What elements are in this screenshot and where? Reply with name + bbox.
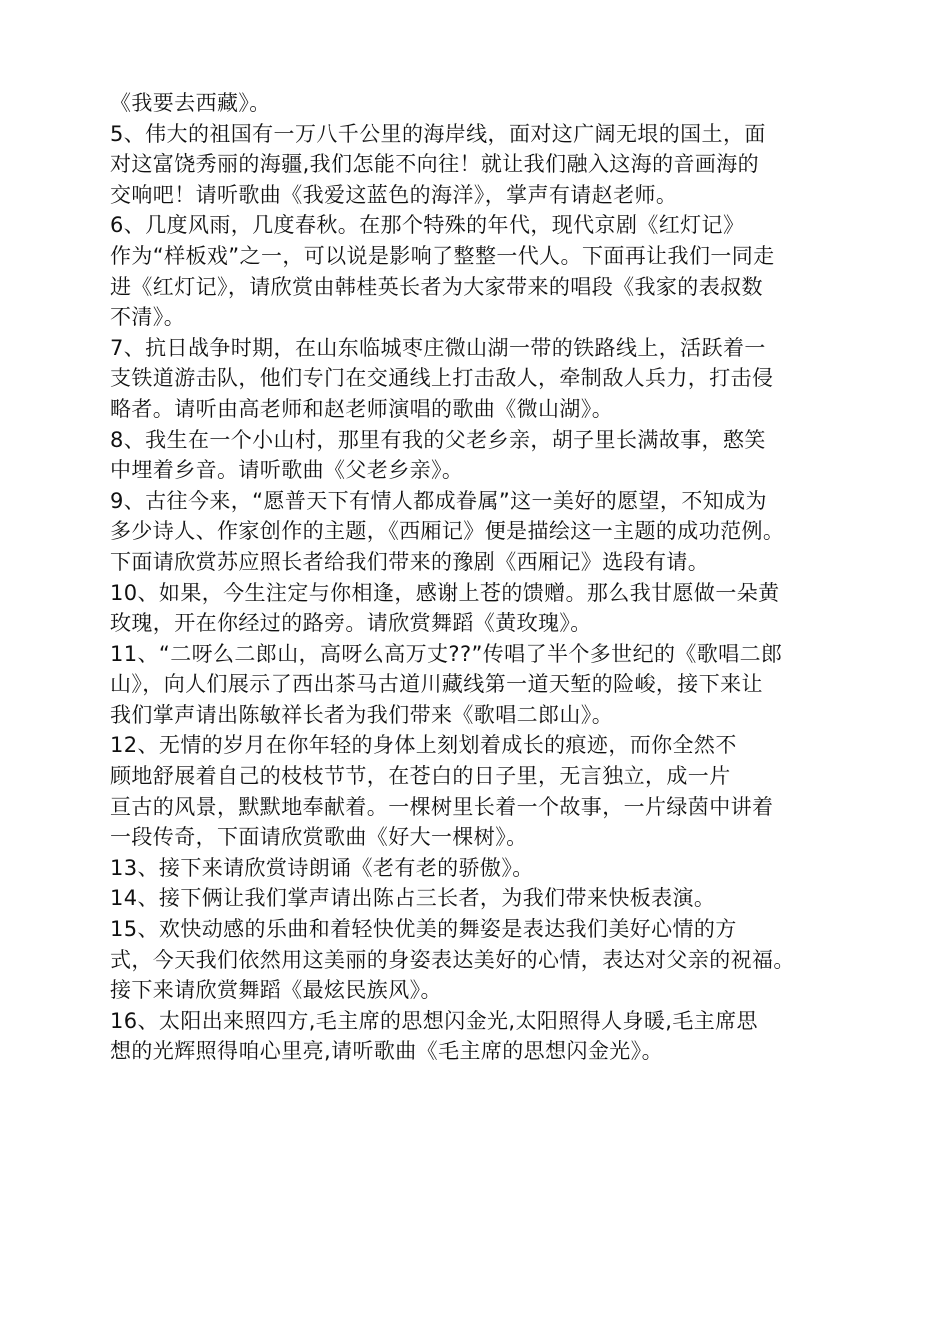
text-line: 接下来请欣赏舞蹈《最炫民族风》。 <box>110 978 442 1003</box>
text-line: 9、古往今来，“愿普天下有情人都成眷属”这一美好的愿望，不知成为 <box>110 488 767 513</box>
text-line: 不清》。 <box>110 305 186 330</box>
text-line: 略者。请听由高老师和赵老师演唱的歌曲《微山湖》。 <box>110 396 614 421</box>
text-line: 我们掌声请出陈敏祥长者为我们带来《歌唱二郎山》。 <box>110 702 614 727</box>
text-line: 多少诗人、作家创作的主题，《西厢记》便是描绘这一主题的成功范例。 <box>110 519 785 544</box>
text-line: 亘古的风景，默默地奉献着。一棵树里长着一个故事，一片绿茵中讲着 <box>110 794 774 819</box>
text-line: 6、几度风雨，几度春秋。在那个特殊的年代，现代京剧《红灯记》 <box>110 213 745 238</box>
text-line: 5、伟大的祖国有一万八千公里的海岸线，面对这广阔无垠的国土，面 <box>110 121 766 146</box>
text-line: 玫瑰，开在你经过的路旁。请欣赏舞蹈《黄玫瑰》。 <box>110 611 592 636</box>
text-line: 12、无情的岁月在你年轻的身体上刻划着成长的痕迹，而你全然不 <box>110 733 737 758</box>
text-line: 《我要去西藏》。 <box>110 91 271 115</box>
text-line: 作为“样板戏”之一，可以说是影响了整整一代人。下面再让我们一同走 <box>110 243 775 268</box>
text-line: 对这富饶秀丽的海疆,我们怎能不向往！就让我们融入这海的音画海的 <box>110 152 760 177</box>
text-line: 16、太阳出来照四方,毛主席的思想闪金光,太阳照得人身暖,毛主席思 <box>110 1008 758 1033</box>
text-line: 进《红灯记》，请欣赏由韩桂英长者为大家带来的唱段《我家的表叔数 <box>110 274 763 299</box>
text-line: 式，今天我们依然用这美丽的身姿表达美好的心情，表达对父亲的祝福。 <box>110 947 795 972</box>
text-line: 11、“二呀么二郎山，高呀么高万丈??”传唱了半个多世纪的《歌唱二郎 <box>110 641 783 666</box>
text-line: 13、接下来请欣赏诗朗诵《老有老的骄傲》。 <box>110 855 534 880</box>
text-line: 一段传奇，下面请欣赏歌曲《好大一棵树》。 <box>110 825 528 850</box>
text-line: 想的光辉照得咱心里亮,请听歌曲《毛主席的思想闪金光》。 <box>110 1039 663 1064</box>
text-line: 10、如果，今生注定与你相逢，感谢上苍的馈赠。那么我甘愿做一朵黄 <box>110 580 780 605</box>
document-body <box>110 88 870 1067</box>
text-line: 交响吧！请听歌曲《我爱这蓝色的海洋》，掌声有请赵老师。 <box>110 182 678 207</box>
text-line: 15、欢快动感的乐曲和着轻快优美的舞姿是表达我们美好心情的方 <box>110 917 737 942</box>
text-line: 8、我生在一个小山村，那里有我的父老乡亲，胡子里长满故事，憨笑 <box>110 427 766 452</box>
text-line: 14、接下俩让我们掌声请出陈占三长者，为我们带来快板表演。 <box>110 886 716 911</box>
text-line: 顾地舒展着自己的枝枝节节，在苍白的日子里，无言独立，成一片 <box>110 764 731 789</box>
text-line: 支铁道游击队，他们专门在交通线上打击敌人，牵制敌人兵力，打击侵 <box>110 366 774 391</box>
text-line: 7、抗日战争时期，在山东临城枣庄微山湖一带的铁路线上，活跃着一 <box>110 335 766 360</box>
text-line: 下面请欣赏苏应照长者给我们带来的豫剧《西厢记》选段有请。 <box>110 549 710 574</box>
text-line: 中埋着乡音。请听歌曲《父老乡亲》。 <box>110 458 464 483</box>
text-line: 山》，向人们展示了西出茶马古道川藏线第一道天堑的险峻，接下来让 <box>110 672 763 697</box>
